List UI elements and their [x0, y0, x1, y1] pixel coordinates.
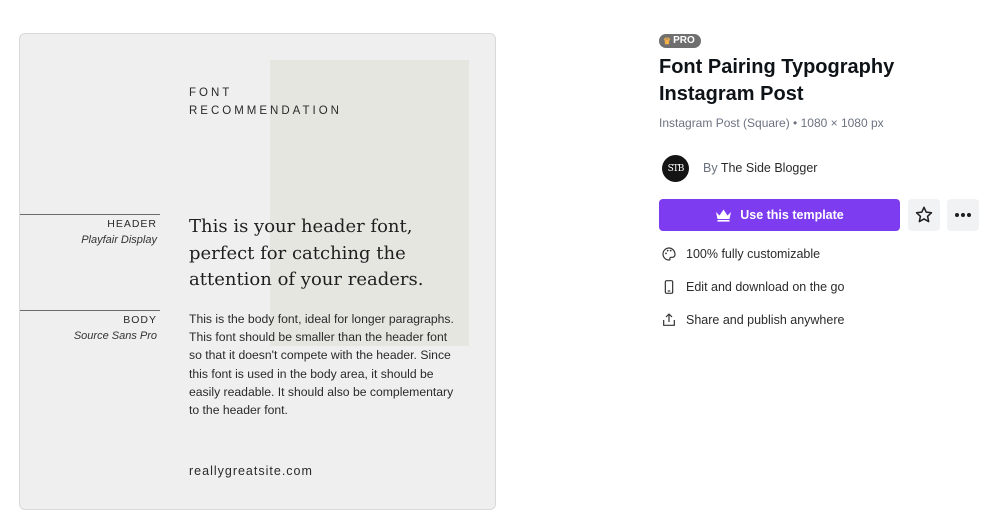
author-name[interactable]: The Side Blogger — [720, 161, 818, 175]
template-preview[interactable] — [19, 33, 496, 510]
feature-item — [661, 279, 844, 295]
body-divider — [20, 310, 160, 311]
phone-icon — [661, 279, 677, 295]
body-font-name: Source Sans Pro — [73, 330, 157, 342]
header-divider — [20, 214, 160, 215]
use-template-label: Use this template — [740, 208, 844, 222]
crown-icon: ♛ — [663, 36, 672, 46]
star-icon — [914, 205, 934, 225]
share-icon — [661, 312, 677, 328]
feature-label: Edit and download on the go — [686, 280, 845, 294]
template-title: Font Pairing Typography Instagram Post — [659, 56, 895, 105]
header-sample-text: This is your header font, perfect for catching the attention of your readers. — [189, 216, 424, 290]
preview-kicker — [189, 84, 342, 120]
avatar-initials: STB — [667, 163, 684, 174]
body-label: BODY — [123, 314, 157, 326]
pro-badge — [659, 34, 701, 48]
header-label: HEADER — [107, 218, 157, 230]
ellipsis-icon — [954, 212, 972, 218]
favorite-button[interactable] — [908, 199, 940, 231]
feature-label: 100% fully customizable — [686, 247, 821, 261]
header-font-name: Playfair Display — [81, 234, 157, 246]
kicker-line-2: RECOMMENDATION — [189, 105, 342, 117]
feature-item — [661, 312, 844, 328]
body-sample-text: This is the body font, ideal for longer paragraphs. This font should be smaller than the header font so that it doesn't compete with the header. Since this font is used in the body area, it should be easily readable. It should also be complementary to the header font. — [189, 312, 454, 418]
palette-icon — [661, 246, 677, 262]
pro-badge-label: PRO — [673, 35, 695, 46]
author-avatar[interactable] — [662, 155, 689, 182]
template-meta: Instagram Post (Square) • 1080 × 1080 px — [659, 116, 884, 130]
website-text: reallygreatsite.com — [189, 464, 313, 478]
crown-icon — [715, 208, 732, 222]
author-prefix: By — [703, 161, 718, 175]
more-options-button[interactable] — [947, 199, 979, 231]
kicker-line-1: FONT — [189, 87, 233, 99]
feature-item — [661, 246, 820, 262]
feature-label: Share and publish anywhere — [686, 313, 845, 327]
author-line[interactable] — [703, 161, 817, 175]
use-template-button[interactable] — [659, 199, 900, 231]
